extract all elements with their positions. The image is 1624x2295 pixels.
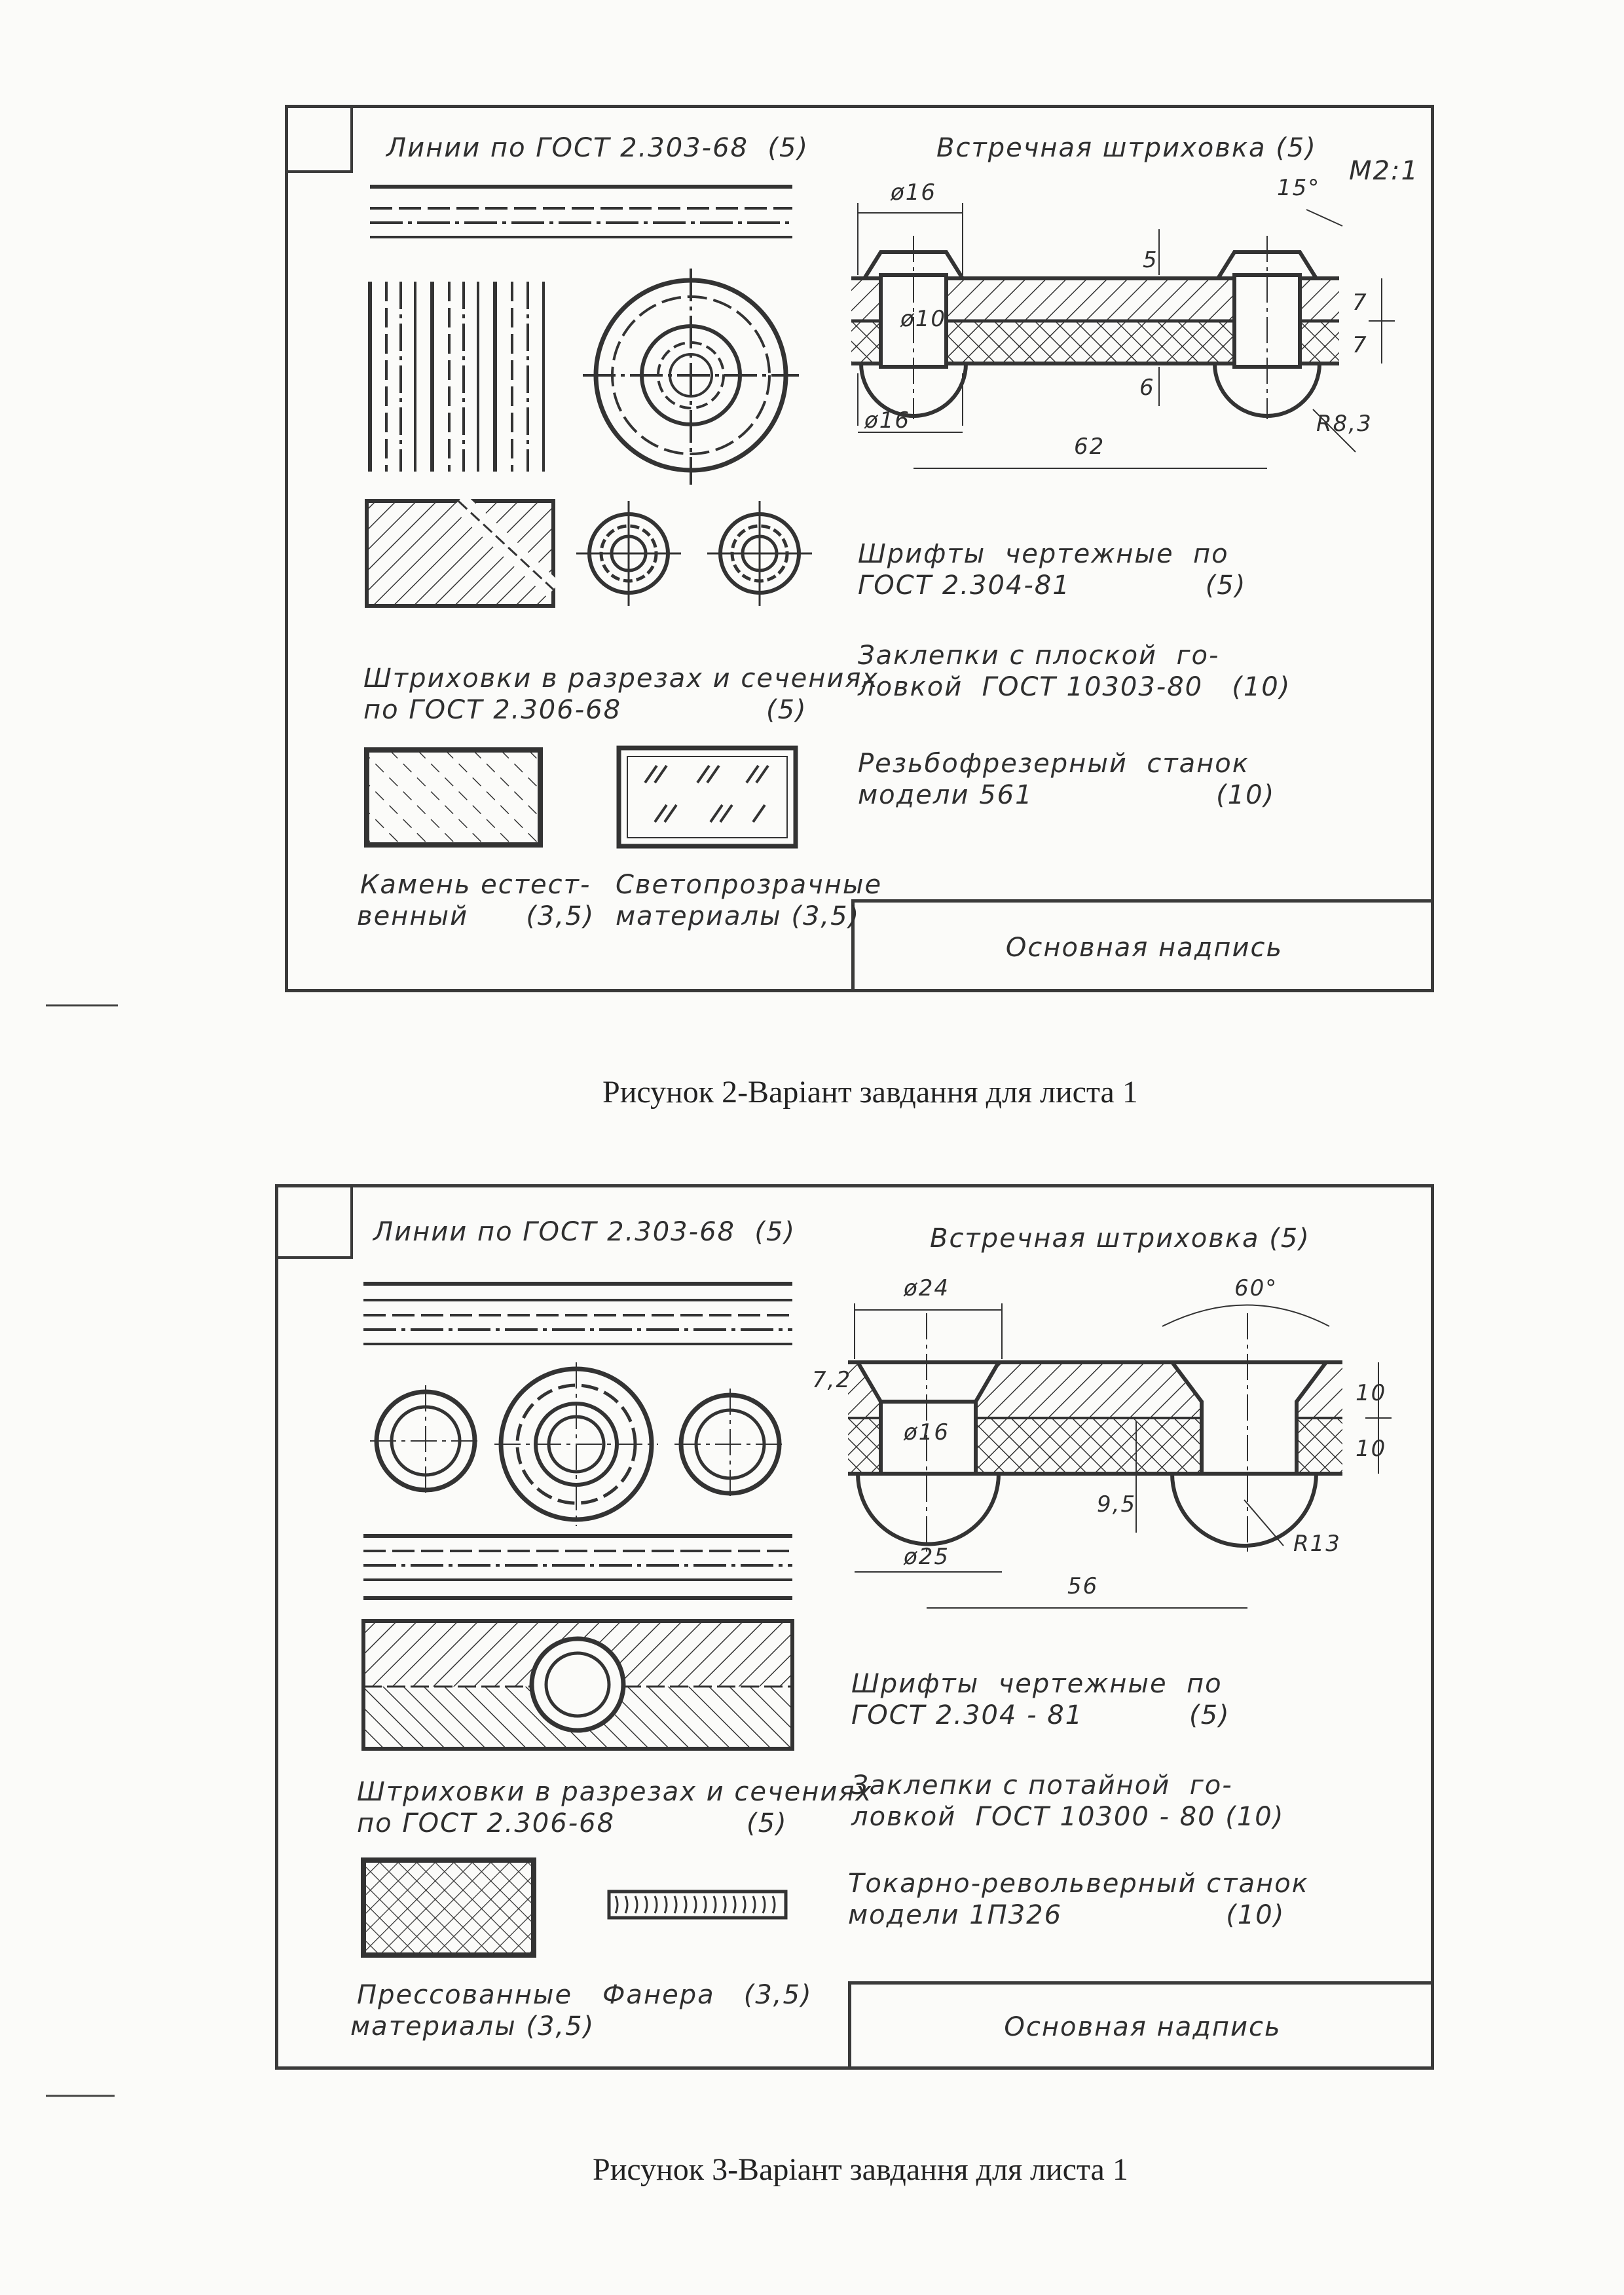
figure-3-caption: Рисунок 3-Варіант завдання для листа 1 <box>593 2152 1128 2187</box>
rivets-note-line2: ловкой ГОСТ 10300 - 80 (10) <box>851 1802 1285 1832</box>
fonts-note-line2: ГОСТ 2.304 - 81 (5) <box>851 1700 1230 1730</box>
title-block-label: Основная надпись <box>1005 932 1283 963</box>
dim-ten-b: 10 <box>1356 1436 1387 1462</box>
figure-2-caption: Рисунок 2-Варіант завдання для листа 1 <box>602 1075 1138 1110</box>
hatch-title-line2: по ГОСТ 2.306-68 <box>363 695 622 725</box>
plywood-sample <box>609 1892 786 1918</box>
dim-length: 56 <box>1067 1573 1099 1599</box>
dim-d-top: ø16 <box>891 179 937 206</box>
fonts-note-line2: ГОСТ 2.304-81 (5) <box>858 570 1247 601</box>
dim-seven-two: 7,2 <box>812 1367 852 1393</box>
material-1-line1: Камень естест- <box>360 870 591 900</box>
rivets-note-line1: Заклепки с плоской го- <box>858 641 1220 671</box>
dim-d-top: ø24 <box>904 1275 950 1301</box>
dim-length: 62 <box>1074 434 1105 460</box>
dim-d-bottom: ø16 <box>864 407 911 434</box>
hatch-title-line1: Штриховки в разрезах и сечениях <box>363 663 879 694</box>
dim-ten-a: 10 <box>1356 1380 1387 1406</box>
dim-angle: 15° <box>1277 175 1321 201</box>
dim-d-hole: ø16 <box>904 1419 950 1446</box>
circles-row-sample <box>370 1362 786 1526</box>
material-1-line1: Прессованные <box>357 1980 573 2010</box>
fonts-note-line1: Шрифты чертежные по <box>851 1669 1223 1699</box>
pressed-materials-sample <box>363 1860 534 1955</box>
rivets-note-line1: Заклепки с потайной го- <box>851 1770 1233 1801</box>
lines-title: Линии по ГОСТ 2.303-68 (5) <box>373 1217 796 1247</box>
material-1-line2: материалы (3,5) <box>350 2011 595 2042</box>
material-2-line1: Фанера (3,5) <box>602 1980 813 2010</box>
dim-d-hole: ø10 <box>900 306 947 332</box>
section-hatch-sample <box>363 1621 792 1749</box>
lines-title: Линии по ГОСТ 2.303-68 (5) <box>386 133 809 163</box>
hatch-title-points: (5) <box>747 1808 788 1838</box>
scale-label: М2:1 <box>1349 156 1419 186</box>
dim-radius: R8,3 <box>1316 411 1373 437</box>
material-2-line2: материалы (3,5) <box>616 901 860 931</box>
material-2-line1: Светопрозрачные <box>616 870 883 900</box>
dim-d-bottom: ø25 <box>904 1544 950 1570</box>
dim-angle: 60° <box>1234 1275 1278 1301</box>
dim-seven-a: 7 <box>1352 289 1368 316</box>
dim-seven-b: 7 <box>1352 332 1368 358</box>
hatch-title-line2: по ГОСТ 2.306-68 <box>357 1808 616 1838</box>
dim-six: 6 <box>1139 375 1155 401</box>
rivets-note-line2: ловкой ГОСТ 10303-80 (10) <box>858 672 1291 702</box>
counter-hatch-title: Встречная штриховка (5) <box>936 133 1317 163</box>
title-block-label: Основная надпись <box>1004 2012 1282 2042</box>
machine-note-line1: Токарно-револьверный станок <box>848 1869 1309 1899</box>
material-1-line2: венный (3,5) <box>357 901 595 931</box>
machine-note-line2: модели 561 (10) <box>858 780 1276 810</box>
dim-radius: R13 <box>1293 1531 1341 1557</box>
machine-note-line1: Резьбофрезерный станок <box>858 749 1249 779</box>
counter-hatch-title: Встречная штриховка (5) <box>930 1223 1310 1254</box>
dim-nine-five: 9,5 <box>1097 1491 1137 1518</box>
fonts-note-line1: Шрифты чертежные по <box>858 539 1229 569</box>
hatch-title-points: (5) <box>766 695 807 725</box>
dim-five: 5 <box>1143 247 1158 273</box>
machine-note-line2: модели 1П326 (10) <box>848 1900 1285 1930</box>
hatch-title-line1: Штриховки в разрезах и сечениях <box>357 1777 873 1807</box>
